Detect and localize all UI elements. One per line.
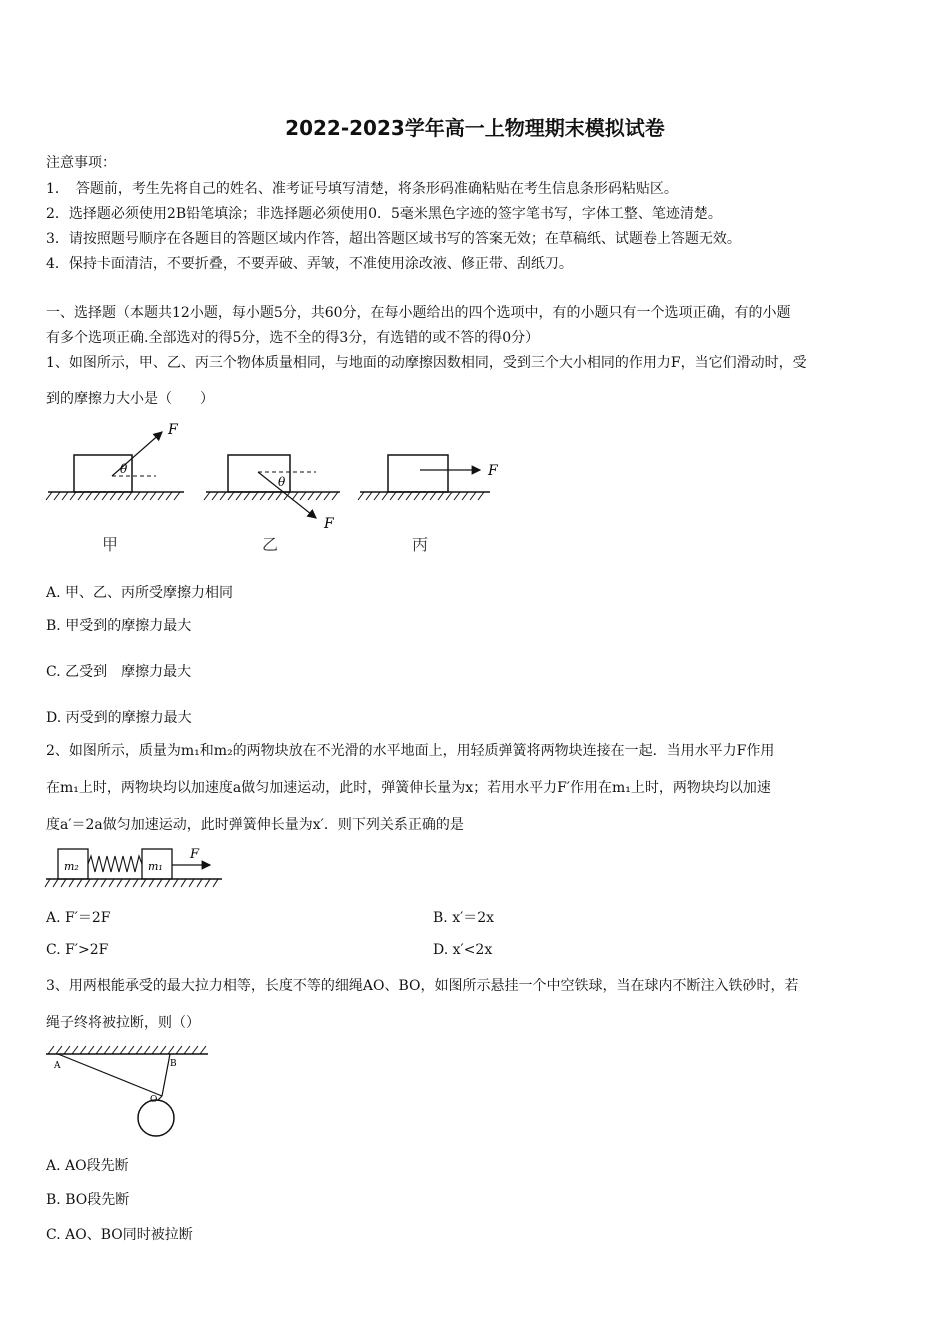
q3-option-b: B. BO段先断: [46, 1192, 130, 1208]
q2-option-c: C. F′>2F: [46, 942, 109, 958]
yi-force-label: F: [324, 516, 334, 532]
q1-stem-line-2: 到的摩擦力大小是（ ）: [46, 391, 214, 407]
q1-option-b: B. 甲受到的摩擦力最大: [46, 618, 192, 634]
page-title: 2022-2023学年高一上物理期末模拟试卷: [285, 116, 665, 140]
spring: [88, 856, 142, 872]
point-o-label: O: [150, 1095, 158, 1105]
jia-force-label: F: [168, 422, 178, 438]
q1-figure: [44, 418, 514, 560]
q2-force-label: F: [190, 847, 200, 862]
figure-bing: [358, 455, 499, 500]
iron-ball: [138, 1100, 174, 1136]
figure-yi: [204, 455, 340, 532]
yi-angle-label: θ: [278, 475, 286, 489]
label-jia: 甲: [102, 535, 119, 554]
q2-stem-line-1: 2、如图所示，质量为m₁和m₂的两物块放在不光滑的水平地面上，用轻质弹簧将两物块连接在一起．当用水平力F作用: [46, 743, 775, 759]
q1-stem-line-1: 1、如图所示，甲、乙、丙三个物体质量相同，与地面的动摩擦因数相同，受到三个大小相同的作用力F，当它们滑动时，受: [46, 355, 807, 371]
block-m2-label: m₂: [64, 860, 79, 873]
q3-stem-line-1: 3、用两根能承受的最大拉力相等，长度不等的细绳AO、BO，如图所示悬挂一个中空铁球，当在球内不断注入铁砂时，若: [46, 978, 799, 994]
bing-force-label: F: [488, 463, 498, 479]
q3-option-a: A. AO段先断: [46, 1158, 129, 1174]
point-b-label: B: [170, 1059, 177, 1069]
label-bing: 丙: [412, 535, 429, 554]
notice-item-2: 2．选择题必须使用2B铅笔填涂；非选择题必须使用0．5毫米黑色字迹的签字笔书写，字体工整、笔迹清楚。: [46, 206, 722, 222]
q1-option-c: C. 乙受到 摩擦力最大: [46, 664, 192, 680]
q1-option-d: D. 丙受到的摩擦力最大: [46, 710, 192, 726]
notice-item-3: 3．请按照题号顺序在各题目的答题区域内作答，超出答题区域书写的答案无效；在草稿纸、试题卷上答题无效。: [46, 231, 741, 247]
q2-option-d: D. x′<2x: [433, 942, 493, 958]
q1-option-a: A. 甲、乙、丙所受摩擦力相同: [46, 585, 234, 601]
section-heading-line-2: 有多个选项正确.全部选对的得5分，选不全的得3分，有选错的或不答的得0分）: [46, 330, 540, 346]
rope-ao: [58, 1054, 162, 1096]
q3-figure: [44, 1040, 212, 1144]
q3-option-c: C. AO、BO同时被拉断: [46, 1227, 193, 1243]
q3-stem-line-2: 绳子终将被拉断，则（）: [46, 1015, 200, 1031]
section-heading-line-1: 一、选择题（本题共12小题，每小题5分，共60分，在每小题给出的四个选项中，有的小题只有一个选项正确，有的小题: [46, 305, 791, 321]
rope-bo: [162, 1054, 170, 1096]
jia-angle-label: θ: [120, 462, 128, 476]
point-a-label: A: [54, 1061, 61, 1071]
q2-option-a: A. F′＝2F: [46, 910, 111, 926]
q2-figure: [44, 843, 226, 891]
q2-stem-line-2: 在m₁上时，两物块均以加速度a做匀加速运动，此时，弹簧伸长量为x；若用水平力F′作用在m₁上时，两物块均以加速: [46, 780, 771, 796]
q2-option-b: B. x′＝2x: [433, 910, 495, 926]
label-yi: 乙: [262, 535, 279, 554]
notice-item-1: 1． 答题前，考生先将自己的姓名、准考证号填写清楚，将条形码准确粘贴在考生信息条形码粘贴区。: [46, 181, 678, 197]
figure-jia: [46, 422, 184, 500]
block-m1-label: m₁: [148, 860, 163, 873]
notice-heading: 注意事项：: [46, 155, 116, 171]
q2-stem-line-3: 度a′＝2a做匀加速运动，此时弹簧伸长量为x′．则下列关系正确的是: [46, 817, 464, 833]
notice-item-4: 4．保持卡面清洁，不要折叠，不要弄破、弄皱，不准使用涂改液、修正带、刮纸刀。: [46, 256, 573, 272]
